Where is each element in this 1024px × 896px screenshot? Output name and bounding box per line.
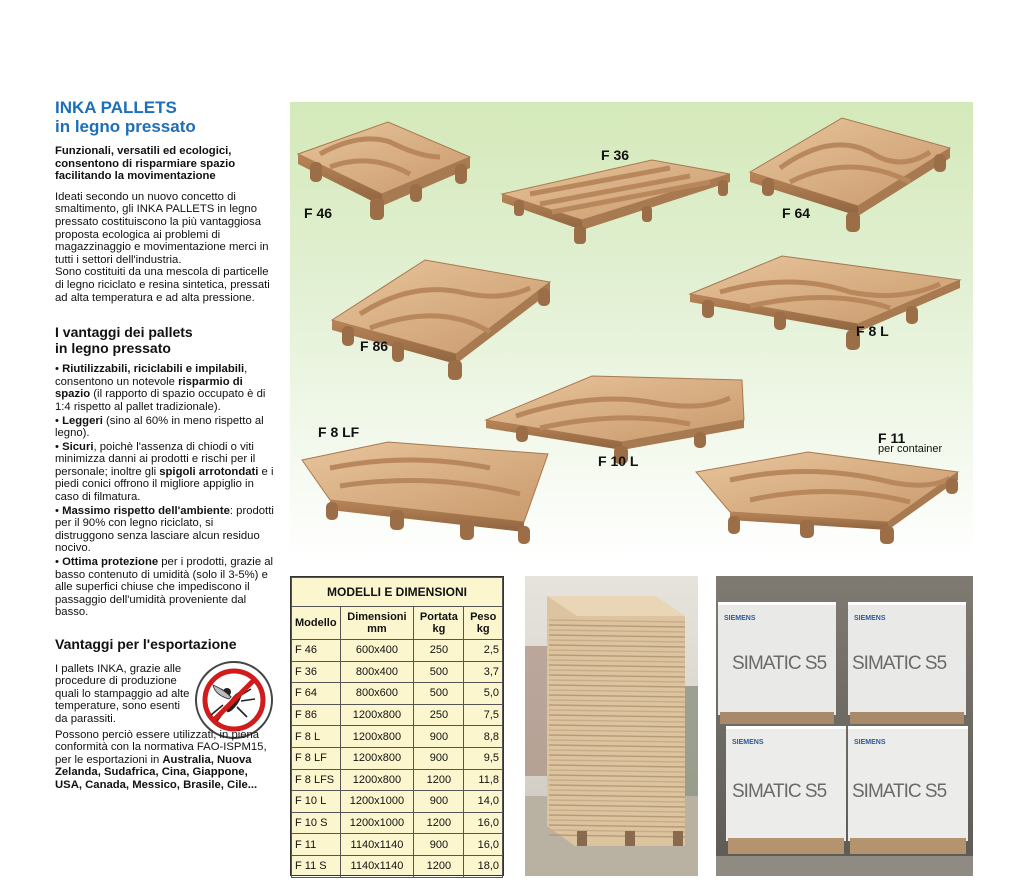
cell-dimensions: 1200x1000 [340, 791, 414, 813]
cell-weight: 2,5 [464, 640, 503, 662]
cell-model: F 10 L [292, 791, 341, 813]
pallet-stack-image [525, 576, 698, 876]
cell-model: F 10 S [292, 812, 341, 834]
cell-weight: 8,8 [464, 726, 503, 748]
table-row [292, 747, 503, 769]
label-f11-sub: per container [878, 443, 943, 455]
cell-model: F 11 S [292, 855, 341, 877]
cell-weight: 3,7 [464, 661, 503, 683]
cell-weight: 16,0 [464, 834, 503, 856]
pallet-f10l-image [486, 376, 744, 464]
intro-paragraph-2: Sono costituiti da una mescola di particelle di legno riciclato e resina sintetica, pressati ad alta temperatura e ad alta pressione. [55, 266, 270, 304]
cell-model: F 8 LFS [292, 769, 341, 791]
table-header-row [292, 607, 503, 640]
advantage-item: • Ottima protezione per i prodotti, grazie al basso contenuto di umidità (solo il 3-5%) e alle superfici chiuse che impediscono il passaggio dell'umidità proveniente dal basso. [55, 556, 274, 619]
cell-weight: 9,5 [464, 747, 503, 769]
intro-paragraph-1: Ideati secondo un nuovo concetto di smaltimento, gli INKA PALLETS in legno pressato costituiscono la più vantaggiosa proposta ecologica ai problemi di magazzinaggio e movimentazione merci in tutti i settori dell'industria. [55, 190, 269, 266]
table-row [292, 791, 503, 813]
cell-capacity: 500 [414, 661, 464, 683]
pallet-gallery [290, 102, 973, 559]
table-row [292, 661, 503, 683]
advantage-item: • Sicuri, poichè l'assenza di chiodi o viti minimizza danni ai prodotti e rischi per il personale; inoltre gli spigoli arrotondati e i piedi conici offrono il migliore appiglio in caso di filmatura. [55, 440, 274, 504]
title-line-2: in legno pressato [55, 117, 196, 136]
advantages-list [55, 363, 275, 619]
lead-text: Funzionali, versatili ed ecologici, consentono di risparmiare spazio facilitando la movimentazione [55, 145, 236, 183]
pallet-f86-image [332, 260, 550, 380]
pallet-under-box [850, 712, 964, 724]
cell-model: F 86 [292, 704, 341, 726]
models-table-box [290, 576, 504, 876]
label-f36: F 36 [601, 147, 630, 163]
pallet-f8l-image [690, 256, 960, 350]
cell-capacity: 250 [414, 704, 464, 726]
cell-model: F 64 [292, 683, 341, 705]
pallet-f64-image [750, 118, 950, 232]
export-paragraph-1: I pallets INKA, grazie alle procedure di produzione quali lo stampaggio ad alte temperature, sono esenti da parassiti. [55, 662, 190, 725]
col-header-capacity: Portata kg [414, 607, 464, 640]
col-header-weight: Peso kg [464, 607, 503, 640]
cell-capacity: 500 [414, 683, 464, 705]
export-heading: Vantaggi per l'esportazione [55, 636, 237, 652]
table-title: MODELLI E DIMENSIONI [292, 578, 503, 607]
cell-weight: 5,0 [464, 683, 503, 705]
cell-dimensions: 1200x800 [340, 704, 414, 726]
advantages-heading-line-1: I vantaggi dei pallets [55, 324, 193, 341]
advantage-item: • Massimo rispetto dell'ambiente: prodotti per il 90% con legno riciclato, si distruggono senza lasciare alcun residuo nocivo. [55, 504, 274, 555]
table-row [292, 726, 503, 748]
boxes-photo [716, 576, 973, 876]
col-header-model: Modello [292, 607, 341, 640]
title-line-1: INKA PALLETS [55, 98, 177, 117]
cell-dimensions: 1200x800 [340, 769, 414, 791]
table-row [292, 683, 503, 705]
cell-capacity: 900 [414, 747, 464, 769]
cell-dimensions: 1140x1140 [340, 834, 414, 856]
label-f10l: F 10 L [598, 453, 639, 469]
cell-dimensions: 1200x800 [340, 747, 414, 769]
cell-dimensions: 1200x800 [340, 726, 414, 748]
page-title [55, 98, 275, 136]
advantage-item: • Riutilizzabili, riciclabili e impilabili, consentono un notevole risparmio di spazio (il rapporto di spazio occupato è di 1:4 rispetto al pallet tradizionale). [55, 363, 266, 413]
cell-dimensions: 1200x1000 [340, 812, 414, 834]
table-row [292, 812, 503, 834]
cell-model: F 8 L [292, 726, 341, 748]
cell-capacity: 1200 [414, 855, 464, 877]
cell-model: F 11 [292, 834, 341, 856]
floor [716, 856, 973, 876]
cell-capacity: 900 [414, 834, 464, 856]
cell-model: F 36 [292, 661, 341, 683]
export-section [55, 657, 275, 792]
box-bottom-left: SIEMENS SIMATIC S5 [726, 726, 846, 841]
cell-capacity: 900 [414, 726, 464, 748]
label-f64: F 64 [782, 205, 811, 221]
box-top-left: SIEMENS SIMATIC S5 [718, 602, 836, 715]
cell-capacity: 1200 [414, 812, 464, 834]
export-paragraph-2: Possono perciò essere utilizzati, in piena conformità con la normativa FAO-ISPM15, per le esportazioni in Australia, Nuova Zelanda, Sudafrica, Cina, Giappone, USA, Canada, Messico, Brasile, Cile... [55, 728, 267, 791]
box-top-right: SIEMENS SIMATIC S5 [848, 602, 966, 715]
cell-capacity: 900 [414, 791, 464, 813]
pallet-stack-photo [525, 576, 698, 876]
left-column [55, 98, 275, 791]
table-row [292, 834, 503, 856]
models-table [291, 577, 503, 878]
cell-weight: 18,0 [464, 855, 503, 877]
cell-model: F 46 [292, 640, 341, 662]
label-f11: F 11 [878, 430, 906, 446]
col-header-dimensions: Dimensioni mm [340, 607, 414, 640]
cell-dimensions: 800x400 [340, 661, 414, 683]
cell-dimensions: 1140x1140 [340, 855, 414, 877]
pallet-f36-image [502, 160, 730, 244]
cell-capacity: 250 [414, 640, 464, 662]
table-row [292, 640, 503, 662]
pallet-f8lf-image [302, 442, 548, 544]
cell-model: F 8 LF [292, 747, 341, 769]
label-f8lf: F 8 LF [318, 424, 360, 440]
table-row [292, 855, 503, 877]
advantages-heading-line-2: in legno pressato [55, 339, 171, 356]
cell-weight: 11,8 [464, 769, 503, 791]
cell-weight: 14,0 [464, 791, 503, 813]
cell-weight: 16,0 [464, 812, 503, 834]
label-f86: F 86 [360, 338, 389, 354]
advantages-heading [55, 325, 275, 356]
pallet-under-box [720, 712, 834, 724]
cell-capacity: 1200 [414, 769, 464, 791]
table-row [292, 769, 503, 791]
pallet-under-box [728, 838, 844, 854]
advantage-item: • Leggeri (sino al 60% in meno rispetto al legno). [55, 414, 264, 440]
table-row [292, 704, 503, 726]
cell-dimensions: 800x600 [340, 683, 414, 705]
label-f8l: F 8 L [856, 323, 889, 339]
cell-dimensions: 600x400 [340, 640, 414, 662]
box-bottom-right: SIEMENS SIMATIC S5 [848, 726, 968, 841]
pallet-f11-image [696, 452, 958, 544]
pallet-under-box [850, 838, 966, 854]
label-f46: F 46 [304, 205, 333, 221]
cell-weight: 7,5 [464, 704, 503, 726]
